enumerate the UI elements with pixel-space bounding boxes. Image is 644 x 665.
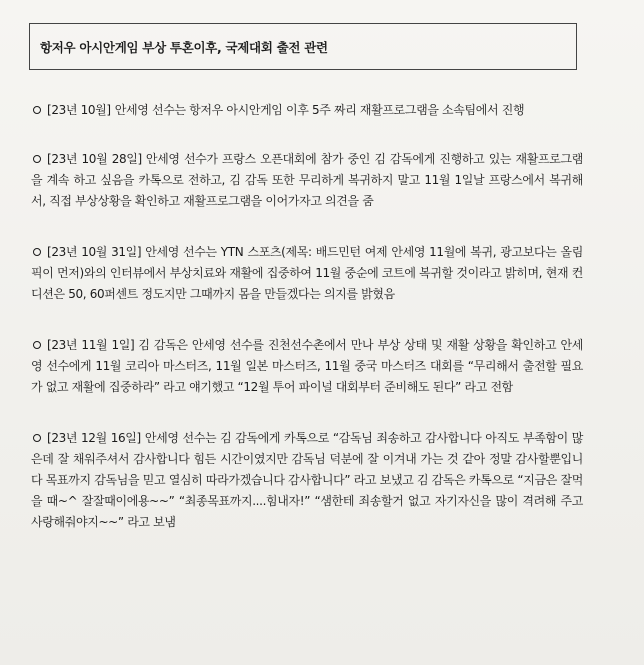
entry-text: 김 감독은 안세영 선수를 진천선수촌에서 만나 부상 상태 및 재활 상황을 확인하고 안세영 선수에게 11월 코리아 마스터즈, 11월 일본 마스터즈, 11월 중국 마스터즈 대회를 “무리해서 출전할 필요가 없고 재활에 집중하라” 라고 얘기했고 “12월 투어 파이널 대회부터 준비해도 된다” 라고 전함 bbox=[31, 338, 583, 394]
bullet-circle-icon bbox=[33, 341, 41, 349]
bullet-circle-icon bbox=[33, 106, 41, 114]
entry-date: [23년 12월 16일] bbox=[47, 431, 141, 445]
list-item bbox=[31, 335, 583, 398]
entry-text: 안세영 선수가 프랑스 오픈대회에 참가 중인 김 감독에게 진행하고 있는 재활프로그램을 계속 하고 싶음을 카톡으로 전하고, 김 감독 또한 무리하게 복귀하지 말고 11월 1일날 프랑스에서 복귀해서, 직접 부상상황을 확인하고 재활프로그램을 이어가자고 의견을 줌 bbox=[31, 152, 583, 208]
entry-date: [23년 10월 31일] bbox=[47, 245, 142, 259]
entry-text: 안세영 선수는 김 감독에게 카톡으로 “감독님 죄송하고 감사합니다 아직도 부족함이 많은데 잘 채워주셔서 감사합니다 힘든 시간이였지만 감독님 덕분에 잘 이겨내 가는 것 같아 정말 감사할뿐입니다 목표까지 감독님을 믿고 열심히 따라가겠습니다 감사합니다” 라고 보냈고 김 감독은 카톡으로 “지금은 잘먹을 때~^ 잘잘때이에용~~” “최종목표까지....힘내자!” “샘한테 죄송할거 없고 자기자신을 많이 격려해 주고 사랑해줘야지~~” 라고 보냄 bbox=[31, 431, 583, 529]
list-item bbox=[31, 100, 583, 121]
list-item bbox=[31, 242, 583, 305]
document-title-box bbox=[29, 23, 577, 70]
bullet-circle-icon bbox=[33, 248, 41, 256]
entry-text: 안세영 선수는 항저우 아시안게임 이후 5주 짜리 재활프로그램을 소속팀에서 진행 bbox=[114, 103, 525, 117]
document-title: 항저우 아시안게임 부상 투혼이후, 국제대회 출전 관련 bbox=[40, 39, 328, 55]
entry-date: [23년 11월 1일] bbox=[47, 338, 135, 352]
bullet-circle-icon bbox=[33, 434, 41, 442]
entry-date: [23년 10월] bbox=[47, 103, 111, 117]
entry-text: 안세영 선수는 YTN 스포츠(제목: 배드민턴 여제 안세영 11월에 복귀, 광고보다는 올림픽이 먼저)와의 인터뷰에서 부상치료와 재활에 집중하여 11월 중순에 코트에 복귀할 것이라고 밝히며, 현재 컨디션은 50, 60퍼센트 정도지만 그때까지 몸을 만들겠다는 의지를 밝혔음 bbox=[31, 245, 584, 301]
bullet-circle-icon bbox=[33, 155, 41, 163]
list-item bbox=[31, 428, 583, 533]
entry-list bbox=[31, 100, 583, 558]
entry-date: [23년 10월 28일] bbox=[47, 152, 142, 166]
list-item bbox=[31, 149, 583, 212]
